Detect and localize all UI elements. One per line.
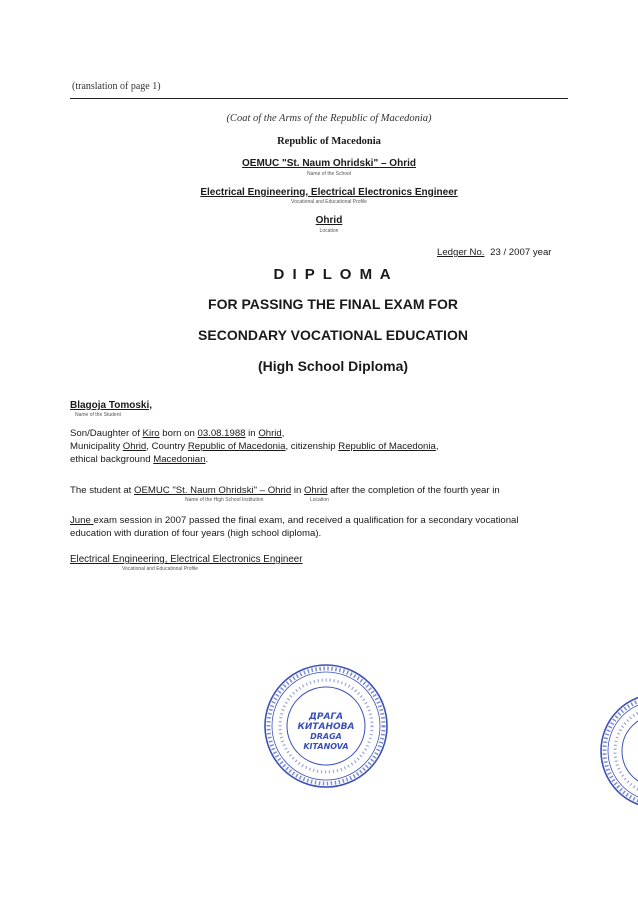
birthplace: Ohrid — [258, 428, 282, 439]
exam-line-1 — [70, 484, 500, 497]
exam-line-2 — [70, 514, 519, 527]
title-line-4: (High School Diploma) — [257, 358, 409, 374]
seal-text-cyr2: КИТАНОВА — [297, 722, 355, 732]
country-of-birth: Republic of Macedonia — [187, 441, 286, 452]
exam-text: The student at — [70, 485, 134, 496]
parent-name: Kiro — [142, 428, 160, 439]
partial-seal-right — [596, 692, 638, 810]
ethnic-background: Macedonian — [153, 454, 206, 465]
coat-of-arms-note: (Coat of the Arms of the Republic of Macedonia) — [226, 113, 432, 124]
ledger-number — [437, 247, 551, 258]
seal-text-lat2: KITANOVA — [303, 742, 349, 751]
exam-text: after the completion of the fourth year in — [327, 485, 500, 496]
citizenship: Republic of Macedonia — [338, 441, 436, 452]
exam-text: in — [291, 485, 304, 496]
exam-text: exam session in 2007 passed the final exam, and received a qualification for a secondary vocational — [93, 515, 519, 526]
details-text: Municipality — [70, 441, 123, 452]
school-caption: Name of the School — [307, 171, 351, 177]
details-text: Son/Daughter of — [70, 428, 143, 439]
seal-text-cyr1: ДРАГА — [308, 712, 344, 722]
details-text: ethical background — [70, 454, 154, 465]
location-caption: Location — [319, 228, 339, 234]
exam-place: Ohrid — [303, 485, 328, 496]
details-text: born on — [159, 428, 198, 439]
exam-place-caption: Location — [310, 497, 329, 503]
school-name: OEMUC "St. Naum Ohridski" – Ohrid — [242, 158, 416, 169]
details-text: , Country — [146, 441, 188, 452]
translator-seal — [262, 662, 390, 790]
date-of-birth: 03.08.1988 — [197, 428, 246, 439]
exam-line-3: education with duration of four years (high school diploma). — [70, 528, 322, 539]
municipality: Ohrid — [122, 441, 147, 452]
exam-session: June — [70, 515, 94, 526]
details-text: , citizenship — [285, 441, 339, 452]
profile-name: Electrical Engineering, Electrical Electronics Engineer — [200, 187, 458, 198]
seal-text-lat1: DRAGA — [310, 732, 342, 741]
exam-school: OEMUC "St. Naum Ohridski" – Ohrid — [134, 485, 292, 496]
details-line-3 — [70, 453, 208, 466]
country-title: Republic of Macedonia — [277, 136, 381, 147]
details-text: in — [245, 428, 259, 439]
diploma-title: D I P L O M A — [273, 266, 393, 283]
student-caption: Name of the Student — [75, 412, 121, 418]
qualification-caption: Vocational and Educational Profile — [122, 566, 198, 572]
exam-school-caption: Name of the High School Institution — [185, 497, 264, 503]
student-name: Blagoja Tomoski, — [70, 400, 153, 411]
details-text: , — [281, 428, 285, 439]
title-line-2: FOR PASSING THE FINAL EXAM FOR — [208, 296, 458, 312]
title-line-3: SECONDARY VOCATIONAL EDUCATION — [198, 327, 468, 343]
translation-note: (translation of page 1) — [72, 81, 161, 92]
qualification-name: Electrical Engineering, Electrical Electronics Engineer — [70, 554, 303, 565]
ledger-value: 23 / 2007 year — [490, 247, 552, 258]
details-line-2 — [70, 440, 439, 453]
profile-caption: Vocational and Educational Profile — [291, 199, 367, 205]
details-line-1 — [70, 427, 284, 440]
details-text: , — [435, 441, 439, 452]
ledger-label: Ledger No. — [437, 247, 485, 258]
details-text: . — [205, 454, 209, 465]
location-name: Ohrid — [315, 215, 343, 226]
header-rule — [70, 98, 568, 99]
